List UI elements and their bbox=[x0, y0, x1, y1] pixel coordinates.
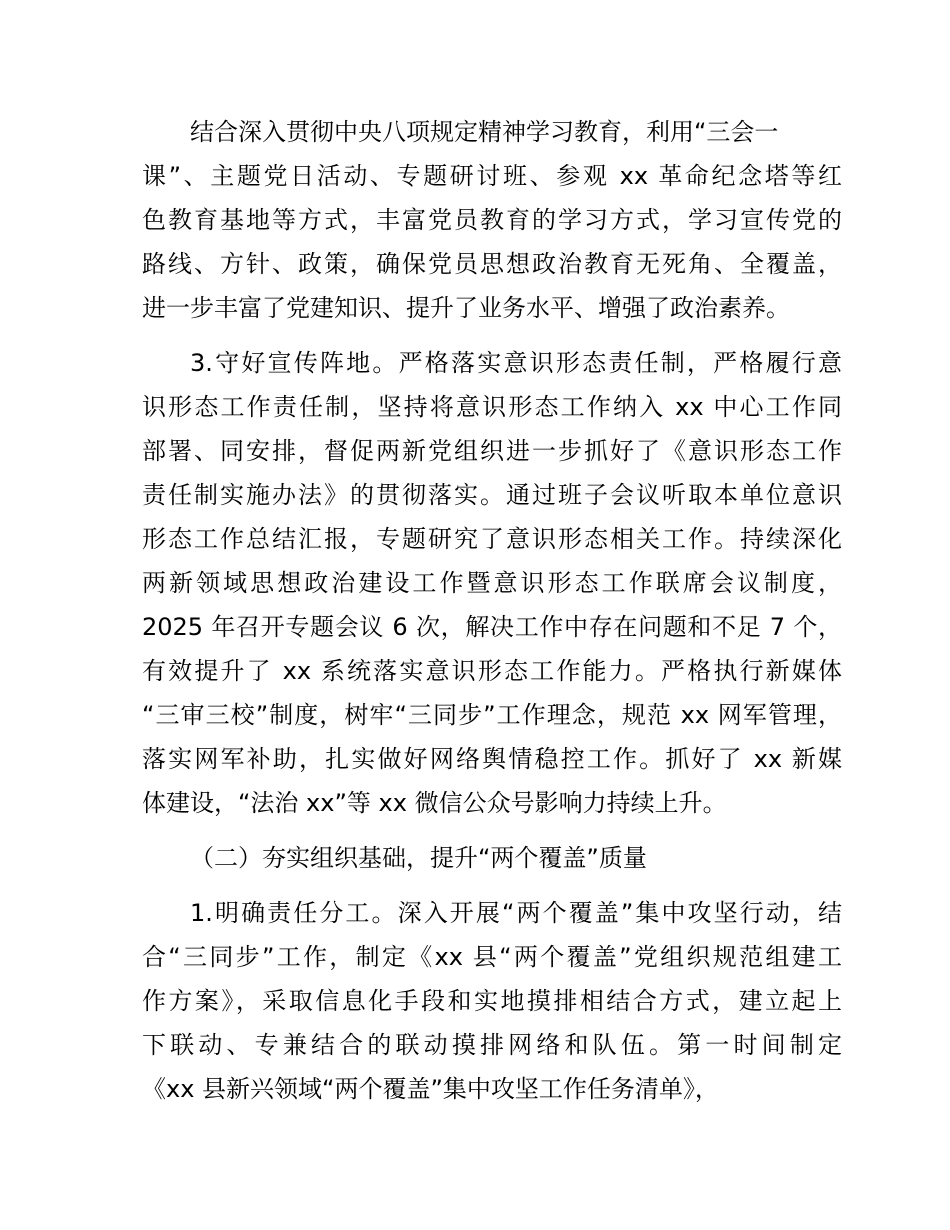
paragraph-line: 两新领域思想政治建设工作暨意识形态工作联席会议制度， bbox=[142, 569, 842, 597]
paragraph-line: 作方案》，采取信息化手段和实地摸排相结合方式，建立起上 bbox=[142, 987, 842, 1015]
section-heading: （二）夯实组织基础，提升“两个覆盖”质量 bbox=[190, 844, 647, 872]
paragraph-line: 落实网军补助，扎实做好网络舆情稳控工作。抓好了 xx 新媒 bbox=[142, 745, 842, 773]
paragraph-line: 进一步丰富了党建知识、提升了业务水平、增强了政治素养。 bbox=[142, 294, 790, 322]
paragraph-line: 《xx 县新兴领域“两个覆盖”集中攻坚工作任务清单》， bbox=[142, 1075, 719, 1103]
paragraph-line: 色教育基地等方式，丰富党员教育的学习方式，学习宣传党的 bbox=[142, 206, 842, 234]
paragraph-line: 责任制实施办法》的贯彻落实。通过班子会议听取本单位意识 bbox=[142, 481, 842, 509]
paragraph-line: 3.守好宣传阵地。严格落实意识形态责任制，严格履行意 bbox=[190, 349, 842, 377]
paragraph-line: 2025 年召开专题会议 6 次，解决工作中存在问题和不足 7 个， bbox=[142, 613, 842, 641]
paragraph-line: 1.明确责任分工。深入开展“两个覆盖”集中攻坚行动，结 bbox=[190, 899, 842, 927]
paragraph-line: “三审三校”制度，树牢“三同步”工作理念，规范 xx 网军管理， bbox=[142, 701, 842, 729]
paragraph-line: 识形态工作责任制，坚持将意识形态工作纳入 xx 中心工作同 bbox=[142, 393, 842, 421]
paragraph-line: 结合深入贯彻中央八项规定精神学习教育，利用“三会一 bbox=[190, 118, 779, 146]
paragraph-line: 体建设，“法治 xx”等 xx 微信公众号影响力持续上升。 bbox=[142, 789, 727, 817]
paragraph-line: 路线、方针、政策，确保党员思想政治教育无死角、全覆盖， bbox=[142, 250, 842, 278]
paragraph-line: 有效提升了 xx 系统落实意识形态工作能力。严格执行新媒体 bbox=[142, 657, 842, 685]
paragraph-line: 下联动、专兼结合的联动摸排网络和队伍。第一时间制定 bbox=[142, 1031, 842, 1059]
paragraph-line: 形态工作总结汇报，专题研究了意识形态相关工作。持续深化 bbox=[142, 525, 842, 553]
paragraph-line: 课”、主题党日活动、专题研讨班、参观 xx 革命纪念塔等红 bbox=[142, 162, 842, 190]
paragraph-line: 部署、同安排，督促两新党组织进一步抓好了《意识形态工作 bbox=[142, 437, 842, 465]
paragraph-line: 合“三同步”工作，制定《xx 县“两个覆盖”党组织规范组建工 bbox=[142, 943, 842, 971]
